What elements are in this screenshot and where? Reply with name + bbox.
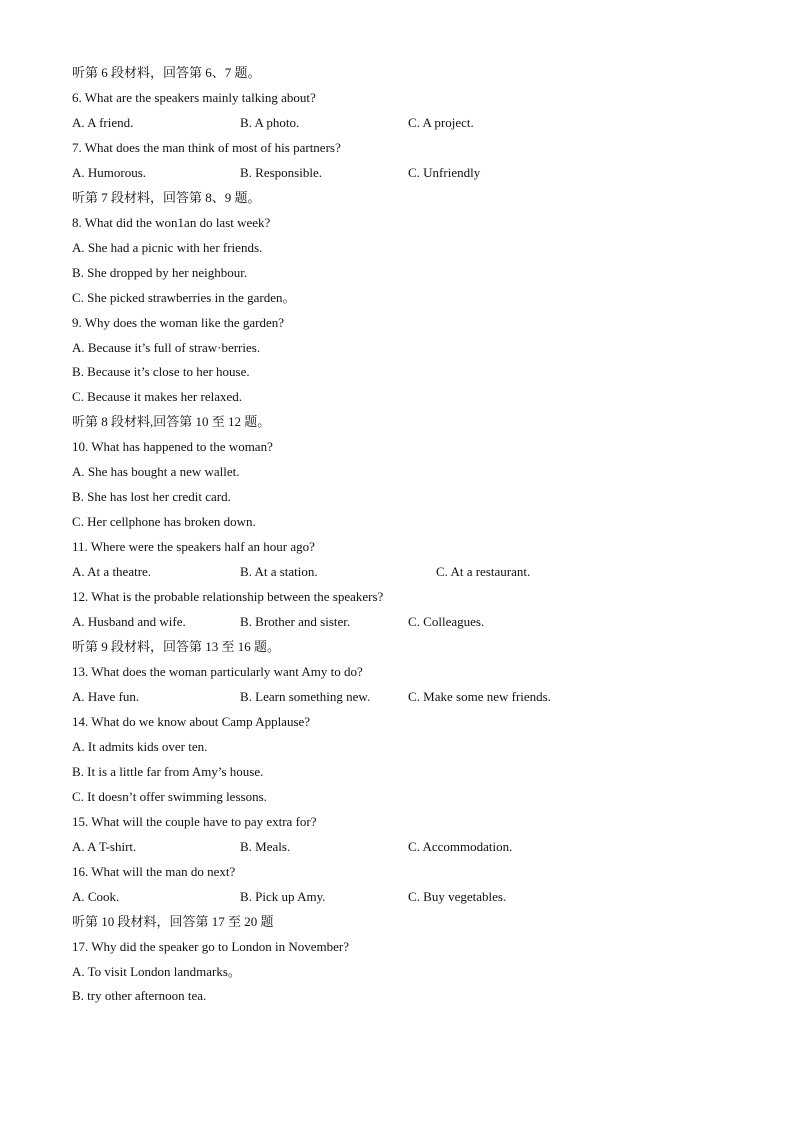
option-c: C. It doesn’t offer swimming lessons. xyxy=(72,789,267,804)
option-b: B. try other afternoon tea. xyxy=(72,988,207,1003)
option-c: C. Buy vegetables. xyxy=(408,889,507,904)
question-12: 12. What is the probable relationship between the speakers? xyxy=(72,589,384,604)
option-b: B. A photo. xyxy=(240,115,300,130)
option-b: B. At a station. xyxy=(240,564,318,579)
option-a: A. To visit London landmarks。 xyxy=(72,964,241,979)
option-b: B. Responsible. xyxy=(240,165,322,180)
question-10: 10. What has happened to the woman? xyxy=(72,439,273,454)
question-9: 9. Why does the woman like the garden? xyxy=(72,315,285,330)
option-c: C. Because it makes her relaxed. xyxy=(72,389,243,404)
option-b: B. Because it’s close to her house. xyxy=(72,364,250,379)
question-6: 6. What are the speakers mainly talking about? xyxy=(72,90,316,105)
option-a: A. At a theatre. xyxy=(72,564,152,579)
option-a: A. Husband and wife. xyxy=(72,614,186,629)
options-row-12 xyxy=(72,613,484,631)
section-heading: 听第 8 段材料,回答第 10 至 12 题。 xyxy=(72,414,271,429)
option-c: C. Make some new friends. xyxy=(408,689,551,704)
option-a: A. She had a picnic with her friends. xyxy=(72,240,263,255)
option-a: A. She has bought a new wallet. xyxy=(72,464,240,479)
options-row-16 xyxy=(72,888,506,906)
option-a: A. A T-shirt. xyxy=(72,839,137,854)
option-a: A. It admits kids over ten. xyxy=(72,739,208,754)
section-heading: 听第 10 段材料，回答第 17 至 20 题 xyxy=(72,914,274,929)
section-heading: 听第 6 段材料，回答第 6、7 题。 xyxy=(72,65,261,80)
section-heading: 听第 9 段材料，回答第 13 至 16 题。 xyxy=(72,639,281,654)
option-a: A. Have fun. xyxy=(72,689,140,704)
option-c: C. She picked strawberries in the garden。 xyxy=(72,290,296,305)
question-13: 13. What does the woman particularly want Amy to do? xyxy=(72,664,363,679)
option-b: B. She dropped by her neighbour. xyxy=(72,265,248,280)
option-c: C. A project. xyxy=(408,115,474,130)
options-row-11 xyxy=(72,563,530,581)
section-heading: 听第 7 段材料，回答第 8、9 题。 xyxy=(72,190,261,205)
option-b: B. She has lost her credit card. xyxy=(72,489,231,504)
option-b: B. Learn something new. xyxy=(240,689,371,704)
question-14: 14. What do we know about Camp Applause? xyxy=(72,714,311,729)
option-c: C. Accommodation. xyxy=(408,839,513,854)
option-c: C. Unfriendly xyxy=(408,165,481,180)
option-c: C. Her cellphone has broken down. xyxy=(72,514,256,529)
question-15: 15. What will the couple have to pay extra for? xyxy=(72,814,317,829)
option-b: B. It is a little far from Amy’s house. xyxy=(72,764,264,779)
options-row-13 xyxy=(72,688,551,706)
option-a: A. Cook. xyxy=(72,889,120,904)
question-7: 7. What does the man think of most of his partners? xyxy=(72,140,341,155)
option-a: A. Because it’s full of straw·berries. xyxy=(72,340,261,355)
option-a: A. A friend. xyxy=(72,115,134,130)
options-row-7 xyxy=(72,164,480,182)
option-b: B. Brother and sister. xyxy=(240,614,351,629)
question-17: 17. Why did the speaker go to London in November? xyxy=(72,939,350,954)
option-c: C. At a restaurant. xyxy=(436,564,531,579)
options-row-15 xyxy=(72,838,512,856)
question-16: 16. What will the man do next? xyxy=(72,864,236,879)
question-11: 11. Where were the speakers half an hour ago? xyxy=(72,539,315,554)
option-c: C. Colleagues. xyxy=(408,614,485,629)
question-8: 8. What did the won1an do last week? xyxy=(72,215,271,230)
option-b: B. Meals. xyxy=(240,839,291,854)
option-b: B. Pick up Amy. xyxy=(240,889,326,904)
options-row-6 xyxy=(72,114,474,132)
option-a: A. Humorous. xyxy=(72,165,147,180)
